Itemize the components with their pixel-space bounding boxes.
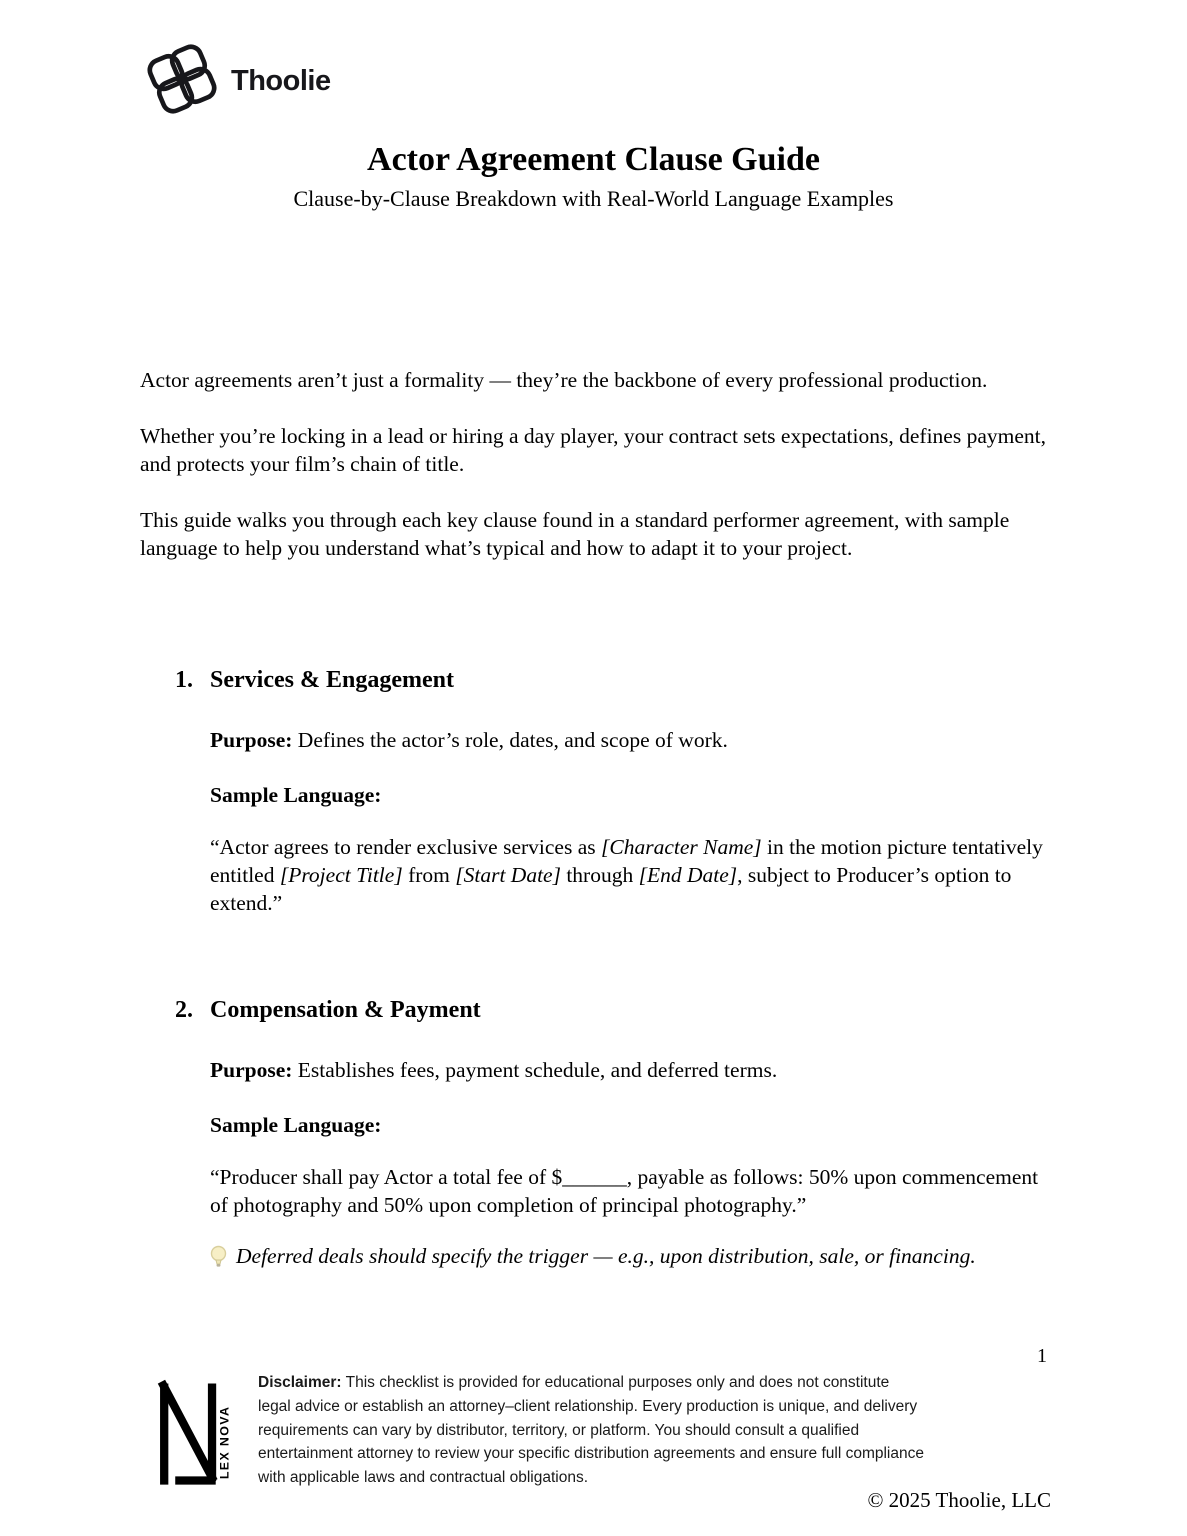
page-subtitle: Clause-by-Clause Breakdown with Real-World Language Examples: [293, 186, 894, 211]
lex-nova-logo-icon: [155, 1376, 247, 1499]
purpose-label: Purpose:: [210, 728, 293, 752]
sample-language-label: Sample Language:: [210, 783, 382, 807]
sample-quote: “Producer shall pay Actor a total fee of $______, payable as follows: 50% upon commencement of photography and 50% upon completion of principal photography.”: [210, 1165, 1039, 1217]
section-services-engagement: [140, 665, 1058, 917]
brand-wordmark: Thoolie: [231, 65, 331, 97]
section-number: 1.: [175, 667, 193, 693]
purpose-label: Purpose:: [210, 1058, 293, 1082]
sample-quote: “Actor agrees to render exclusive services as [Character Name] in the motion picture tentatively entitled [Project Title] from [Start Date] through [End Date], subject to Producer’s option to extend.”: [210, 835, 1043, 915]
brand-header: [143, 40, 331, 123]
intro-paragraph-2: Whether you’re locking in a lead or hiring a day player, your contract sets expectations, defines payment, and protects your film’s chain of title.: [140, 424, 1046, 476]
page-number: 1: [1037, 1345, 1047, 1367]
section-heading: [140, 665, 1058, 695]
intro-paragraph-1: Actor agreements aren’t just a formality — they’re the backbone of every professional production.: [140, 368, 988, 392]
tip-line: [210, 1242, 1058, 1276]
disclaimer-text: This checklist is provided for educational purposes only and does not constitute legal advice or establish an attorney–client relationship. Every production is unique, and delivery requirements can vary by distributor, territory, or platform. You should consult a qualified entertainment attorney to review your specific distribution agreements and ensure full compliance with applicable laws and contractual obligations.: [258, 1374, 924, 1487]
sample-language-label: Sample Language:: [210, 1113, 382, 1137]
purpose-line: [210, 1056, 1058, 1084]
page-title: Actor Agreement Clause Guide: [367, 141, 820, 178]
thoolie-pinwheel-logo-icon: [143, 40, 221, 123]
tip-text: Deferred deals should specify the trigger — e.g., upon distribution, sale, or financing.: [236, 1244, 976, 1268]
intro-paragraphs: [140, 366, 1055, 590]
intro-paragraph-3: This guide walks you through each key clause found in a standard performer agreement, with sample language to help you understand what’s typical and how to adapt it to your project.: [140, 508, 1010, 560]
disclaimer-label: Disclaimer:: [258, 1374, 342, 1391]
section-title: Compensation & Payment: [210, 997, 481, 1023]
section-heading: [140, 995, 1058, 1025]
lex-nova-wordmark: LEX NOVA: [217, 1405, 232, 1480]
title-block: [0, 140, 1187, 214]
section-compensation-payment: [140, 995, 1058, 1276]
lightbulb-icon: [210, 1245, 227, 1276]
purpose-line: [210, 726, 1058, 754]
copyright-notice: © 2025 Thoolie, LLC: [867, 1488, 1051, 1512]
section-body: [140, 726, 1058, 917]
footer-disclaimer: [258, 1371, 926, 1490]
section-title: Services & Engagement: [210, 667, 454, 693]
section-body: [140, 1056, 1058, 1276]
section-number: 2.: [175, 997, 193, 1023]
purpose-text: Defines the actor’s role, dates, and scope of work.: [297, 728, 728, 752]
purpose-text: Establishes fees, payment schedule, and deferred terms.: [297, 1058, 778, 1082]
